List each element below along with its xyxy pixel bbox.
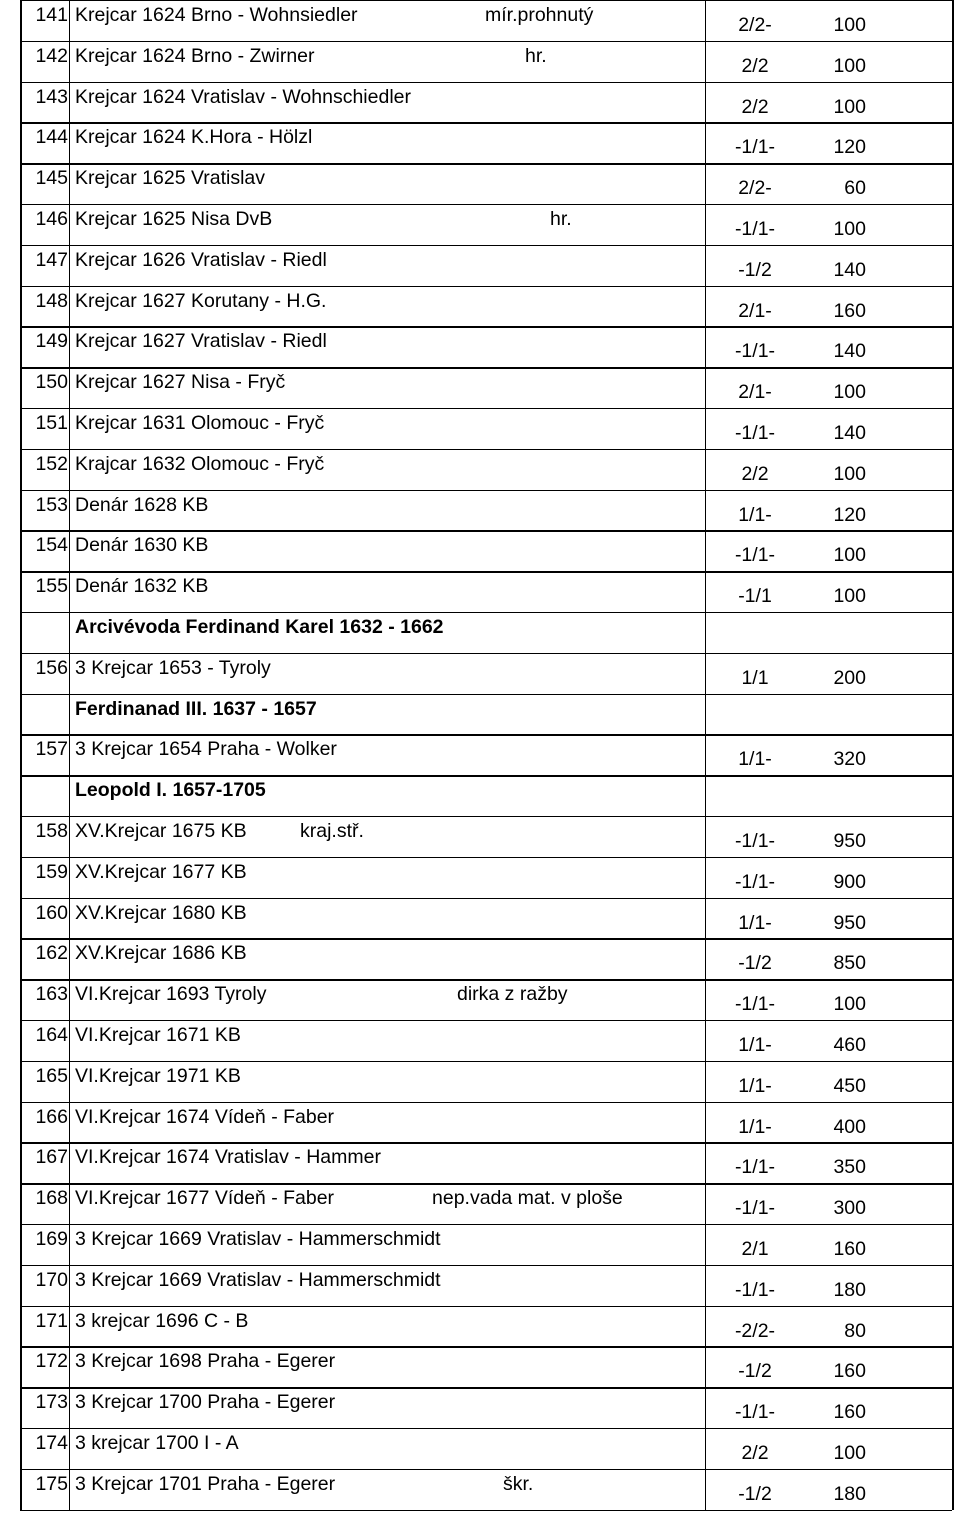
row-divider: [20, 1061, 952, 1062]
item-grade: -1/2: [738, 258, 772, 281]
item-description: XV.Krejcar 1677 KB: [75, 860, 247, 883]
table-row: [0, 245, 960, 286]
item-grade: 2/2: [741, 462, 769, 485]
item-grade: -1/1-: [734, 422, 776, 444]
item-number: 162: [35, 942, 68, 965]
item-grade: 2/1-: [738, 381, 772, 404]
item-price: 140: [833, 258, 866, 281]
item-price: 950: [833, 830, 866, 852]
item-description: Krejcar 1624 Vratislav - Wohnschiedler: [75, 85, 411, 108]
item-note: hr.: [550, 208, 572, 230]
item-price: 160: [833, 1401, 866, 1424]
item-grade: 1/1-: [738, 1074, 772, 1097]
item-grade: 1/1-: [738, 748, 772, 771]
item-note: nep.vada mat. v ploše: [432, 1187, 623, 1210]
item-price: 140: [833, 340, 866, 363]
item-description: 3 Krejcar 1698 Praha - Egerer: [75, 1350, 336, 1373]
table-row: [0, 449, 960, 490]
row-divider: [20, 1306, 952, 1307]
item-number: 144: [35, 126, 68, 149]
item-price: 400: [833, 1115, 866, 1138]
item-price: 100: [833, 381, 866, 404]
table-row: [0, 490, 960, 531]
table-row: [0, 326, 960, 367]
item-price: 100: [833, 544, 866, 567]
item-description: Krejcar 1631 Olomouc - Fryč: [75, 412, 325, 434]
item-description: Denár 1630 KB: [75, 534, 209, 557]
row-divider: [20, 612, 952, 613]
item-description: VI.Krejcar 1971 KB: [75, 1064, 241, 1087]
item-number: 143: [35, 85, 68, 108]
item-grade: -1/2: [738, 1360, 772, 1383]
item-grade: -1/1-: [734, 830, 776, 852]
border-left: [20, 0, 22, 1510]
item-price: 100: [833, 95, 866, 118]
item-description: VI.Krejcar 1674 Vratislav - Hammer: [75, 1146, 381, 1169]
item-price: 120: [833, 136, 866, 159]
item-description: Krejcar 1627 Korutany - H.G.: [75, 289, 327, 312]
section-header-row: [0, 775, 960, 816]
item-number: 150: [35, 371, 68, 394]
item-number: 141: [35, 4, 68, 26]
item-description: 3 Krejcar 1700 Praha - Egerer: [75, 1391, 336, 1414]
row-divider: [20, 571, 952, 572]
item-description: VI.Krejcar 1671 KB: [75, 1024, 241, 1046]
section-header: Leopold I. 1657-1705: [75, 779, 266, 802]
row-divider: [20, 1183, 952, 1184]
row-divider: [20, 734, 952, 735]
col-divider-grade: [705, 0, 706, 1510]
item-number: 151: [35, 412, 68, 434]
item-description: Denár 1628 KB: [75, 493, 209, 516]
item-grade: 2/2: [741, 54, 769, 77]
item-number: 167: [35, 1146, 68, 1169]
item-price: 100: [833, 585, 866, 608]
item-description: VI.Krejcar 1674 Vídeň - Faber: [75, 1105, 335, 1128]
item-description: 3 Krejcar 1654 Praha - Wolker: [75, 738, 337, 761]
table-row: [0, 408, 960, 449]
item-description: 3 Krejcar 1653 - Tyroly: [75, 656, 271, 679]
item-description: VI.Krejcar 1693 Tyroly: [75, 983, 267, 1006]
row-divider: [20, 163, 952, 164]
item-grade: -2/2-: [734, 1319, 776, 1342]
item-number: 163: [35, 983, 68, 1006]
table-row: [0, 1265, 960, 1306]
item-description: 3 Krejcar 1669 Vratislav - Hammerschmidt: [75, 1228, 441, 1250]
item-price: 80: [844, 1319, 866, 1342]
row-divider: [20, 775, 952, 776]
item-price: 850: [833, 952, 866, 975]
row-divider: [20, 0, 952, 1]
row-divider: [20, 367, 952, 368]
item-number: 146: [35, 208, 68, 230]
item-number: 156: [35, 656, 68, 679]
row-divider: [20, 449, 952, 450]
item-description: Krejcar 1624 Brno - Zwirner: [75, 44, 315, 67]
table-row: [0, 1183, 960, 1224]
section-header: Arcivévoda Ferdinand Karel 1632 - 1662: [75, 616, 444, 638]
row-divider: [20, 245, 952, 246]
item-number: 158: [35, 820, 68, 842]
item-grade: 2/2: [741, 1442, 769, 1464]
table-row: [0, 898, 960, 939]
item-number: 148: [35, 289, 68, 312]
table-row: [0, 1224, 960, 1265]
item-number: 174: [35, 1432, 68, 1454]
row-divider: [20, 1224, 952, 1225]
item-number: 154: [35, 534, 68, 557]
row-divider: [20, 1020, 952, 1021]
row-divider: [20, 122, 952, 123]
item-number: 172: [35, 1350, 68, 1373]
item-number: 175: [35, 1472, 68, 1495]
table-row: [0, 571, 960, 612]
table-row: [0, 734, 960, 775]
item-price: 140: [833, 422, 866, 444]
item-number: 155: [35, 575, 68, 598]
item-number: 142: [35, 44, 68, 67]
row-divider: [20, 857, 952, 858]
row-divider: [20, 979, 952, 980]
item-price: 100: [833, 1442, 866, 1464]
item-description: 3 Krejcar 1669 Vratislav - Hammerschmidt: [75, 1268, 441, 1291]
row-divider: [20, 490, 952, 491]
item-grade: 1/1-: [738, 1034, 772, 1056]
row-divider: [20, 694, 952, 695]
table-row: [0, 1142, 960, 1183]
item-price: 200: [833, 666, 866, 689]
table-row: [0, 938, 960, 979]
row-divider: [20, 1387, 952, 1388]
item-grade: -1/1-: [734, 1156, 776, 1179]
item-grade: 1/1-: [738, 503, 772, 526]
section-header: Ferdinanad III. 1637 - 1657: [75, 697, 317, 720]
item-number: 160: [35, 901, 68, 924]
row-divider: [20, 938, 952, 939]
table-row: [0, 1020, 960, 1061]
row-divider: [20, 82, 952, 83]
item-description: 3 krejcar 1696 C - B: [75, 1309, 249, 1332]
item-grade: -1/2: [738, 1482, 772, 1505]
item-description: Krejcar 1627 Nisa - Fryč: [75, 371, 286, 394]
item-grade: -1/1-: [734, 218, 776, 240]
item-grade: 2/2-: [738, 14, 772, 36]
item-number: 145: [35, 167, 68, 190]
item-price: 320: [833, 748, 866, 771]
table-row: [0, 82, 960, 123]
item-grade: 1/1-: [738, 911, 772, 934]
item-number: 173: [35, 1391, 68, 1414]
item-note: kraj.stř.: [300, 820, 364, 842]
row-divider: [20, 1142, 952, 1143]
table-row: [0, 1428, 960, 1469]
row-divider: [20, 1428, 952, 1429]
item-grade: -1/1-: [734, 136, 776, 159]
item-grade: -1/1-: [734, 993, 776, 1016]
item-price: 900: [833, 870, 866, 893]
item-description: Krejcar 1624 K.Hora - Hölzl: [75, 126, 313, 149]
table-row: [0, 122, 960, 163]
table-row: [0, 1102, 960, 1143]
table-row: [0, 1061, 960, 1102]
item-number: 170: [35, 1268, 68, 1291]
item-grade: -1/1-: [734, 1197, 776, 1220]
item-number: 164: [35, 1024, 68, 1046]
item-description: XV.Krejcar 1686 KB: [75, 942, 247, 965]
row-divider: [20, 204, 952, 205]
item-number: 153: [35, 493, 68, 516]
item-grade: -1/2: [738, 952, 772, 975]
item-description: Denár 1632 KB: [75, 575, 209, 598]
item-grade: -1/1-: [734, 1278, 776, 1301]
row-divider: [20, 898, 952, 899]
item-description: 3 krejcar 1700 I - A: [75, 1432, 239, 1454]
table-row: [0, 857, 960, 898]
item-price: 100: [833, 54, 866, 77]
item-description: Krejcar 1625 Vratislav: [75, 167, 266, 190]
item-note: hr.: [525, 44, 547, 67]
item-grade: -1/1-: [734, 544, 776, 567]
item-grade: -1/1-: [734, 1401, 776, 1424]
item-number: 171: [35, 1309, 68, 1332]
item-grade: -1/1-: [734, 870, 776, 893]
table-row: [0, 163, 960, 204]
item-grade: -1/1-: [734, 340, 776, 363]
table-row: [0, 979, 960, 1020]
item-number: 152: [35, 452, 68, 475]
item-price: 180: [833, 1482, 866, 1505]
item-price: 460: [833, 1034, 866, 1056]
item-grade: 1/1: [741, 666, 769, 689]
item-grade: 1/1-: [738, 1115, 772, 1138]
item-note: mír.prohnutý: [485, 4, 594, 26]
item-price: 160: [833, 1360, 866, 1383]
table-row: [0, 653, 960, 694]
table-row: [0, 367, 960, 408]
table-row: [0, 1306, 960, 1347]
row-divider: [20, 286, 952, 287]
row-divider: [20, 530, 952, 531]
row-divider: [20, 816, 952, 817]
item-description: Krajcar 1632 Olomouc - Fryč: [75, 452, 325, 475]
item-description: XV.Krejcar 1675 KB: [75, 820, 247, 842]
item-price: 100: [833, 14, 866, 36]
row-divider: [20, 1265, 952, 1266]
item-price: 160: [833, 299, 866, 322]
table-row: [0, 204, 960, 245]
item-grade: 2/2-: [738, 177, 772, 200]
item-description: Krejcar 1624 Brno - Wohnsiedler: [75, 4, 358, 26]
row-divider: [20, 326, 952, 327]
item-grade: 2/2: [741, 95, 769, 118]
item-number: 149: [35, 330, 68, 353]
item-price: 100: [833, 218, 866, 240]
table-row: [0, 41, 960, 82]
item-price: 60: [844, 177, 866, 200]
row-divider: [20, 1102, 952, 1103]
table-row: [0, 1469, 960, 1510]
item-price: 100: [833, 993, 866, 1016]
item-number: 147: [35, 248, 68, 271]
item-price: 300: [833, 1197, 866, 1220]
item-description: 3 Krejcar 1701 Praha - Egerer: [75, 1472, 336, 1495]
border-right: [952, 0, 954, 1510]
row-divider: [20, 1469, 952, 1470]
item-grade: 2/1-: [738, 299, 772, 322]
item-number: 157: [35, 738, 68, 761]
item-note: dirka z ražby: [457, 983, 568, 1006]
item-description: XV.Krejcar 1680 KB: [75, 901, 247, 924]
item-number: 168: [35, 1187, 68, 1210]
item-price: 120: [833, 503, 866, 526]
item-number: 169: [35, 1228, 68, 1250]
table-row: [0, 1346, 960, 1387]
item-description: Krejcar 1626 Vratislav - Riedl: [75, 248, 327, 271]
row-divider: [20, 1346, 952, 1347]
table-row: [0, 1387, 960, 1428]
item-price: 450: [833, 1074, 866, 1097]
item-grade: 2/1: [741, 1238, 769, 1260]
item-price: 160: [833, 1238, 866, 1260]
item-price: 180: [833, 1278, 866, 1301]
item-number: 166: [35, 1105, 68, 1128]
table-row: [0, 286, 960, 327]
item-number: 165: [35, 1064, 68, 1087]
item-number: 159: [35, 860, 68, 883]
item-grade: -1/1: [738, 585, 772, 608]
table-row: [0, 816, 960, 857]
item-note: škr.: [503, 1472, 534, 1495]
row-divider: [20, 653, 952, 654]
row-divider: [20, 41, 952, 42]
section-header-row: [0, 612, 960, 653]
row-divider: [20, 1510, 952, 1511]
item-price: 100: [833, 462, 866, 485]
item-description: VI.Krejcar 1677 Vídeň - Faber: [75, 1187, 335, 1210]
table-row: [0, 0, 960, 41]
table-row: [0, 530, 960, 571]
col-divider-number: [69, 0, 70, 1510]
item-description: Krejcar 1627 Vratislav - Riedl: [75, 330, 327, 353]
row-divider: [20, 408, 952, 409]
item-description: Krejcar 1625 Nisa DvB: [75, 208, 273, 230]
item-price: 350: [833, 1156, 866, 1179]
item-price: 950: [833, 911, 866, 934]
section-header-row: [0, 694, 960, 735]
